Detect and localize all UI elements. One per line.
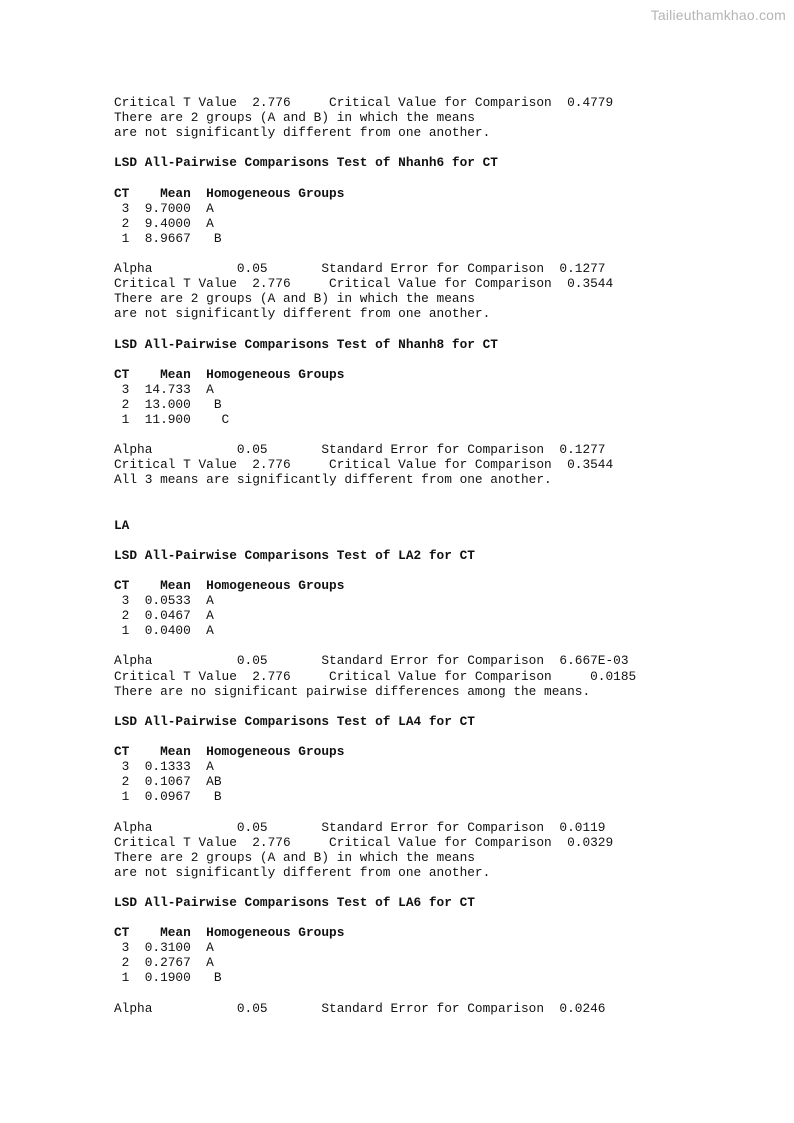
blank-line <box>114 533 774 548</box>
blank-line <box>114 638 774 653</box>
stats-line: Alpha 0.05 Standard Error for Comparison 0.0246 <box>114 1000 606 1016</box>
conclusion-line: are not significantly different from one another. <box>114 306 491 322</box>
table-header: CT Mean Homogeneous Groups <box>114 366 345 382</box>
stats-line: Alpha 0.05 Standard Error for Comparison 0.0119 <box>114 819 606 835</box>
stats-line: Critical T Value 2.776 Critical Value for Comparison 0.3544 <box>114 457 614 473</box>
blank-line <box>114 699 774 714</box>
stats-line: Critical T Value 2.776 Critical Value for Comparison 0.0329 <box>114 834 614 850</box>
table-row: 3 0.3100 A <box>114 940 214 956</box>
table-row: 1 8.9667 B <box>114 230 222 246</box>
table-row: 3 0.0533 A <box>114 593 214 609</box>
section-heading: LSD All-Pairwise Comparisons Test of LA2 for CT <box>114 547 475 563</box>
table-header: CT Mean Homogeneous Groups <box>114 744 345 760</box>
watermark: Tailieuthamkhao.com <box>650 7 786 23</box>
table-header: CT Mean Homogeneous Groups <box>114 578 345 593</box>
table-row: 2 0.1067 AB <box>114 774 222 790</box>
stats-line: Alpha 0.05 Standard Error for Comparison 0.1277 <box>114 442 606 458</box>
table-row: 1 11.900 C <box>114 411 230 427</box>
stats-line: Alpha 0.05 Standard Error for Comparison 0.1277 <box>114 261 606 277</box>
table-row: 1 0.0400 A <box>114 623 214 639</box>
blank-line <box>114 880 774 895</box>
stats-line: Critical T Value 2.776 Critical Value for Comparison 0.4779 <box>114 95 614 110</box>
conclusion-line: There are no significant pairwise differences among the means. <box>114 683 591 699</box>
blank-line <box>114 487 774 502</box>
table-row: 2 0.2767 A <box>114 955 214 971</box>
blank-line <box>114 246 774 261</box>
stats-line: Critical T Value 2.776 Critical Value for Comparison 0.3544 <box>114 276 614 292</box>
stats-line: Critical T Value 2.776 Critical Value for Comparison 0.0185 <box>114 668 637 684</box>
table-header: CT Mean Homogeneous Groups <box>114 925 345 941</box>
conclusion-line: There are 2 groups (A and B) in which the means <box>114 291 475 307</box>
table-row: 2 9.4000 A <box>114 215 214 231</box>
table-row: 2 0.0467 A <box>114 608 214 624</box>
section-heading: LSD All-Pairwise Comparisons Test of LA4 for CT <box>114 713 475 729</box>
table-row: 3 9.7000 A <box>114 200 214 216</box>
conclusion-line: There are 2 groups (A and B) in which the means <box>114 849 475 865</box>
section-heading: LSD All-Pairwise Comparisons Test of LA6 for CT <box>114 894 475 910</box>
table-row: 3 0.1333 A <box>114 759 214 775</box>
conclusion-line: are not significantly different from one another. <box>114 864 491 880</box>
blank-line <box>114 321 774 336</box>
conclusion-line: There are 2 groups (A and B) in which the means <box>114 110 475 126</box>
blank-line <box>114 910 774 925</box>
blank-line <box>114 729 774 744</box>
blank-line <box>114 140 774 155</box>
blank-line <box>114 986 774 1001</box>
conclusion-line: All 3 means are significantly different from one another. <box>114 472 552 488</box>
blank-line <box>114 563 774 578</box>
blank-line <box>114 170 774 185</box>
blank-line <box>114 503 774 518</box>
table-row: 1 0.0967 B <box>114 789 222 805</box>
blank-line <box>114 804 774 819</box>
stats-line: Alpha 0.05 Standard Error for Comparison 6.667E-03 <box>114 653 629 669</box>
table-row: 1 0.1900 B <box>114 970 222 986</box>
document-body <box>114 95 774 1016</box>
table-row: 2 13.000 B <box>114 396 222 412</box>
conclusion-line: are not significantly different from one another. <box>114 125 491 141</box>
section-heading: LSD All-Pairwise Comparisons Test of Nhanh6 for CT <box>114 155 498 171</box>
table-row: 3 14.733 A <box>114 381 214 397</box>
group-heading: LA <box>114 517 130 533</box>
blank-line <box>114 352 774 367</box>
table-header: CT Mean Homogeneous Groups <box>114 185 345 201</box>
section-heading: LSD All-Pairwise Comparisons Test of Nhanh8 for CT <box>114 336 498 352</box>
blank-line <box>114 427 774 442</box>
